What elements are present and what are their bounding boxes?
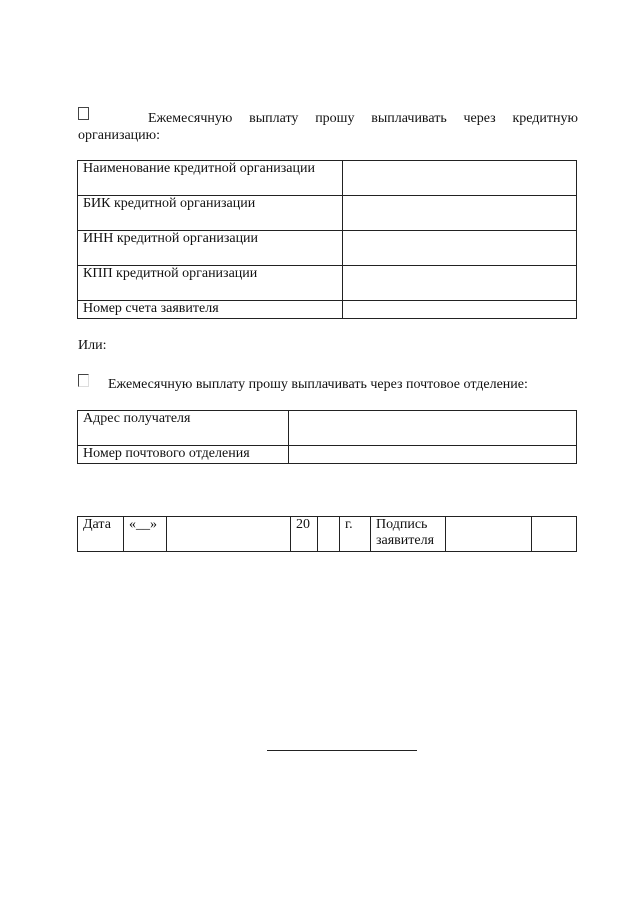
month-field[interactable] — [167, 517, 291, 552]
table-row — [78, 411, 577, 446]
post-details-table — [77, 410, 577, 464]
year-suffix-field[interactable] — [318, 517, 340, 552]
date-label: Дата — [78, 517, 124, 552]
post-option-text: Ежемесячную выплату прошу выплачивать через почтовое отделение: — [108, 377, 528, 392]
table-row — [78, 196, 577, 231]
table-row — [78, 231, 577, 266]
kpp-label: КПП кредитной организации — [78, 266, 343, 301]
table-row — [78, 446, 577, 464]
recipient-address-label: Адрес получателя — [78, 411, 289, 446]
bik-field[interactable] — [343, 196, 577, 231]
signature-line — [267, 750, 417, 751]
date-signature-table — [77, 516, 577, 552]
post-office-number-label: Номер почтового отделения — [78, 446, 289, 464]
year-unit: г. — [340, 517, 371, 552]
account-number-label: Номер счета заявителя — [78, 301, 343, 319]
table-row — [78, 161, 577, 196]
credit-org-name-label: Наименование кредитной организации — [78, 161, 343, 196]
table-row — [78, 266, 577, 301]
inn-label: ИНН кредитной организации — [78, 231, 343, 266]
table-row — [78, 301, 577, 319]
year-prefix: 20 — [291, 517, 318, 552]
account-number-field[interactable] — [343, 301, 577, 319]
recipient-address-field[interactable] — [289, 411, 577, 446]
extra-field[interactable] — [532, 517, 577, 552]
post-office-number-field[interactable] — [289, 446, 577, 464]
table-row — [78, 517, 577, 552]
credit-details-table — [77, 160, 577, 319]
post-option-checkbox[interactable] — [78, 374, 89, 387]
signature-field[interactable] — [446, 517, 532, 552]
day-field[interactable]: «__» — [124, 517, 167, 552]
signature-label: Подпись заявителя — [371, 517, 446, 552]
inn-field[interactable] — [343, 231, 577, 266]
bik-label: БИК кредитной организации — [78, 196, 343, 231]
kpp-field[interactable] — [343, 266, 577, 301]
or-text: Или: — [78, 338, 107, 353]
credit-option-text: Ежемесячную выплату прошу выплачивать через кредитную организацию: — [78, 111, 578, 143]
credit-org-name-field[interactable] — [343, 161, 577, 196]
